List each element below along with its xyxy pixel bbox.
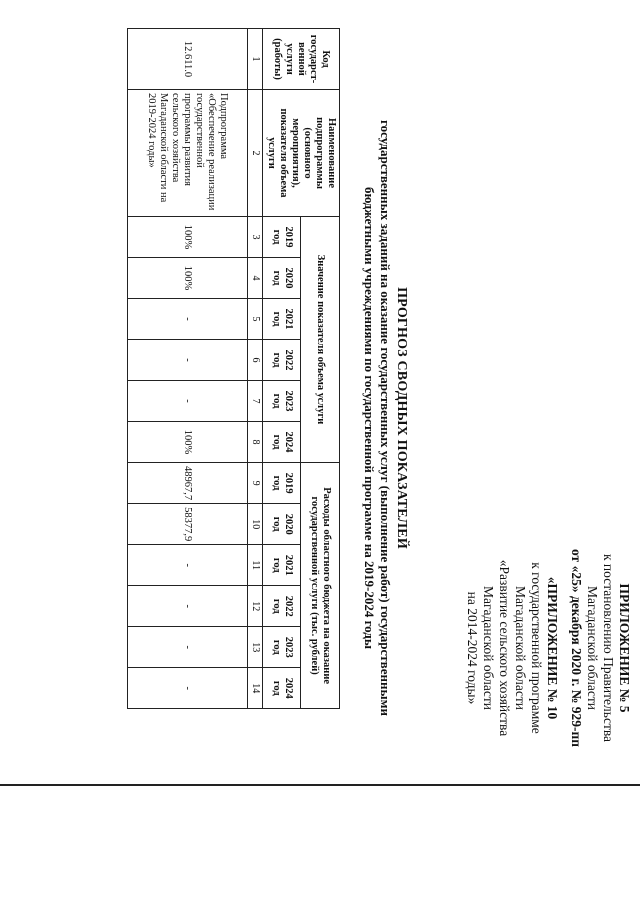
rotated-landscape-content [320, 28, 640, 808]
annex-ref-line: Магаданской области [513, 586, 528, 710]
col-number: 1 [248, 29, 263, 90]
volume-value: 100% [128, 422, 248, 463]
annex-number: ПРИЛОЖЕНИЕ № 5 [617, 583, 632, 713]
year-header: 2021 год [263, 299, 302, 340]
col-number: 5 [248, 299, 263, 340]
service-code: 12.611.0 [128, 29, 248, 90]
annex-ref-line: Магаданской области [585, 586, 600, 710]
col-number: 12 [248, 586, 263, 627]
subprogram-name: Подпрограмма «Обеспечение реализации государственной программы развития сельского хозяйства Магаданской области на 2019-2024 годы» [128, 90, 248, 217]
header-volume: Значение показателя объема услуги [301, 217, 340, 463]
col-number: 4 [248, 258, 263, 299]
expense-value: 58377,9 [128, 504, 248, 545]
table-header-row [301, 29, 340, 709]
year-header: 2019 год [263, 463, 302, 504]
expense-value: 48967,7 [128, 463, 248, 504]
col-number: 2 [248, 90, 263, 217]
expense-value: - [128, 668, 248, 709]
year-header: 2022 год [263, 586, 302, 627]
col-number: 11 [248, 545, 263, 586]
volume-value: 100% [128, 217, 248, 258]
header-name: Наименование подпрограммы (основного мероприятия), показателя объема услуги [263, 90, 340, 217]
annex-ref-line: к государственной программе [529, 562, 544, 734]
annex-ref-line: к постановлению Правительства [601, 553, 616, 743]
rotated-table-container [10, 28, 340, 828]
annex-ref-line: Магаданской области [481, 586, 496, 710]
annex-inner-number: «ПРИЛОЖЕНИЕ № 10 [545, 576, 560, 720]
header-code: Код государст-венной услуги (работы) [263, 29, 340, 90]
col-number: 7 [248, 381, 263, 422]
col-number: 9 [248, 463, 263, 504]
col-number: 3 [248, 217, 263, 258]
title-main: ПРОГНОЗ СВОДНЫХ ПОКАЗАТЕЛЕЙ [394, 287, 409, 549]
col-number: 6 [248, 340, 263, 381]
year-header: 2019 год [263, 217, 302, 258]
year-header: 2022 год [263, 340, 302, 381]
page-divider-line [0, 784, 640, 786]
volume-value: 100% [128, 258, 248, 299]
header-expense: Расходы областного бюджета на оказание государственной услуги (тыс. рублей) [301, 463, 340, 709]
year-header: 2020 год [263, 258, 302, 299]
col-number: 13 [248, 627, 263, 668]
col-number: 8 [248, 422, 263, 463]
volume-value: - [128, 340, 248, 381]
year-header: 2024 год [263, 668, 302, 709]
annex-decree-date: от «25» декабря 2020 г. № 929-пп [569, 548, 584, 747]
col-number: 10 [248, 504, 263, 545]
year-header: 2023 год [263, 381, 302, 422]
col-number: 14 [248, 668, 263, 709]
title-sub: государственных заданий на оказание государственных услуг (выполнение работ) государственными [378, 120, 393, 716]
expense-value: - [128, 586, 248, 627]
annex-ref-line: на 2014-2024 годы» [465, 591, 480, 705]
title-sub: бюджетными учреждениями по государственной программе на 2019-2024 годы [362, 186, 377, 650]
year-header: 2021 год [263, 545, 302, 586]
column-number-row [248, 29, 263, 709]
expense-value: - [128, 627, 248, 668]
year-header: 2024 год [263, 422, 302, 463]
indicators-table [127, 28, 340, 709]
year-header: 2023 год [263, 627, 302, 668]
table-row [128, 29, 248, 709]
expense-value: - [128, 545, 248, 586]
document-title [361, 38, 410, 798]
volume-value: - [128, 299, 248, 340]
annex-header [464, 498, 632, 798]
year-header: 2020 год [263, 504, 302, 545]
volume-value: - [128, 381, 248, 422]
annex-ref-line: «Развитие сельского хозяйства [497, 559, 512, 737]
